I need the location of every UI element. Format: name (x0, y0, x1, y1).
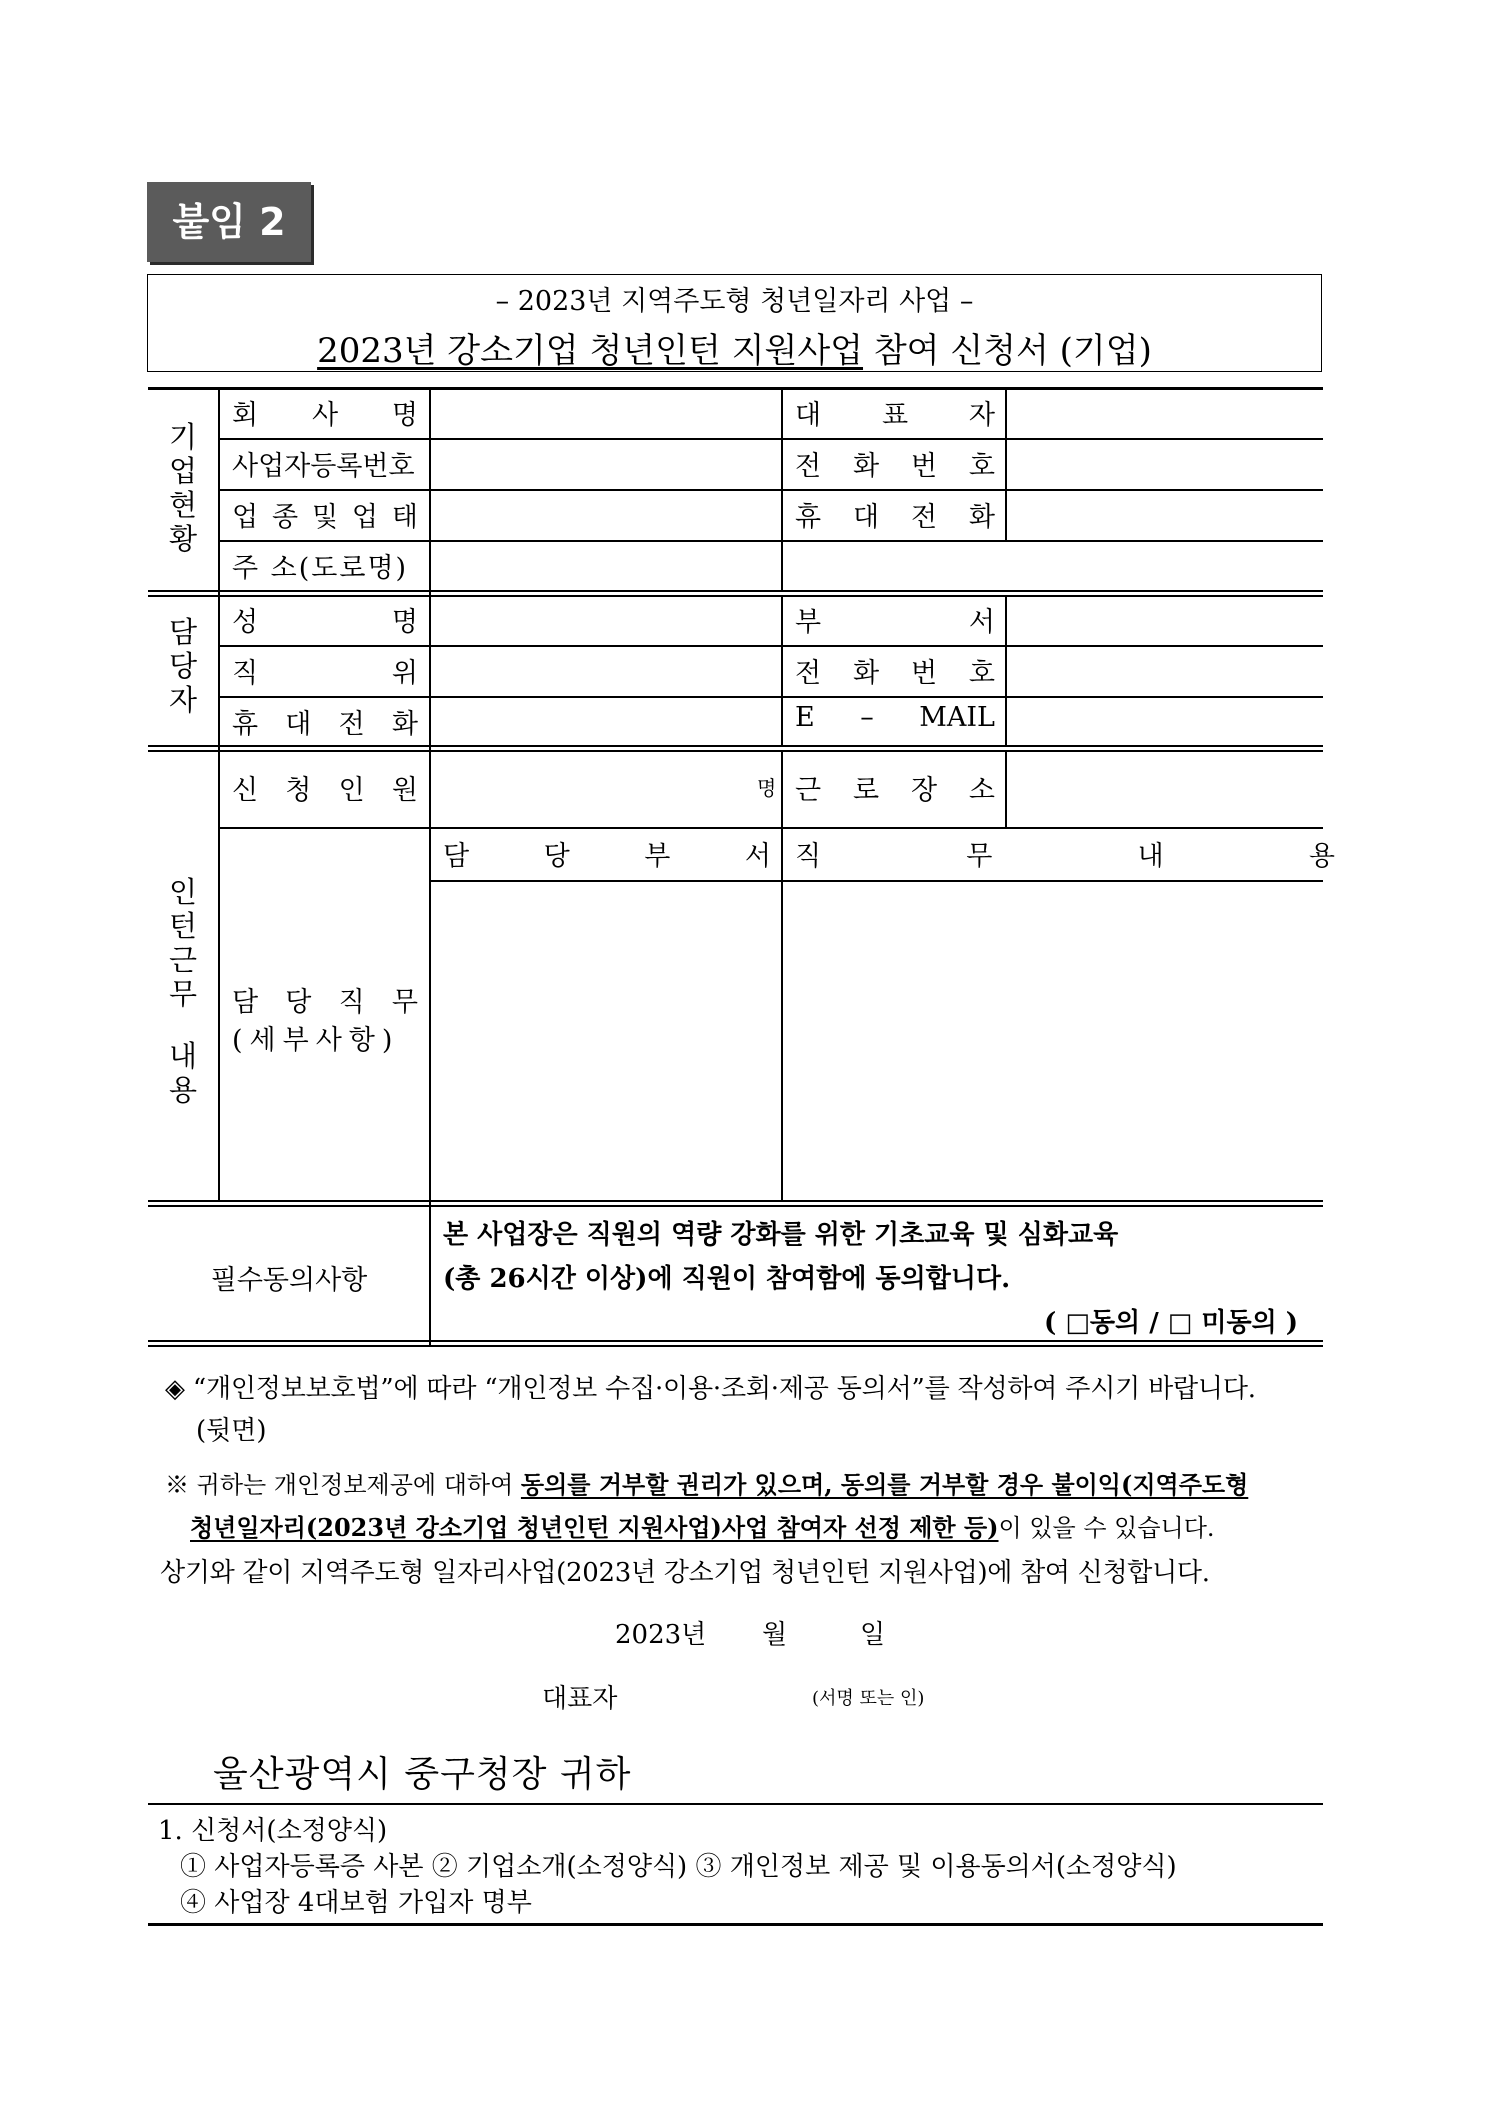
label-char: 회 (232, 400, 259, 431)
label-char: 화 (391, 709, 418, 740)
industry-label (232, 495, 418, 534)
section-char: 용 (168, 1073, 197, 1107)
company-mobile-label (795, 495, 995, 534)
label-char: 로 (852, 775, 880, 806)
business-reg-no-label: 사업자등록번호 (232, 451, 415, 482)
label-char: 화 (968, 502, 995, 533)
applicants-label (232, 768, 418, 807)
label-char: 원 (391, 775, 418, 806)
company-phone-label (795, 444, 995, 483)
label-char: 내 (1137, 841, 1164, 872)
label-char: 사 (311, 400, 339, 431)
title-box (147, 274, 1322, 372)
date-month: 월 (762, 1620, 788, 1650)
section-intern-label (148, 875, 218, 1107)
applicants-unit: 명 (757, 776, 777, 800)
label-char: 용 (1308, 841, 1335, 872)
label-char: 휴 (795, 502, 822, 533)
refuse-notice-line1 (165, 1465, 1248, 1500)
label-char: 무 (966, 841, 993, 872)
label-char: 화 (852, 451, 880, 482)
recipient: 울산광역시 중구청장 귀하 (213, 1754, 632, 1795)
manager-position-label (232, 651, 418, 690)
section-manager-label (148, 615, 218, 717)
label-char: 종 (271, 502, 299, 533)
label-char: 화 (852, 658, 880, 689)
date-year: 2023년 (615, 1620, 707, 1650)
label-char: 대 (285, 709, 312, 740)
label-char: 신 (232, 775, 259, 806)
label-char: 명 (391, 400, 418, 431)
ceo-label (795, 393, 995, 432)
workplace-label (795, 768, 995, 807)
privacy-notice: ◈ “개인정보보호법”에 따라 “개인정보 수집·이용·조회·제공 동의서”를 작성하여 주시기 바랍니다. (165, 1374, 1256, 1404)
section-char: 인 (168, 875, 197, 909)
company-name-label (232, 393, 418, 432)
section-char: 현 (168, 488, 197, 522)
label-char: 명 (391, 607, 418, 638)
label-char: 직 (338, 987, 365, 1018)
section-char: 자 (168, 683, 197, 717)
label-char: E (795, 702, 815, 733)
section-char: 담 (168, 615, 197, 649)
refuse-right: 동의를 거부할 권리가 있으며, 동의를 거부할 경우 불이익(지역주도형 (520, 1470, 1249, 1499)
label-char: – (860, 702, 874, 733)
declaration: 상기와 같이 지역주도형 일자리사업(2023년 강소기업 청년인턴 지원사업)에 참여 신청합니다. (160, 1558, 1210, 1588)
label-char: 및 (311, 502, 339, 533)
label-char: 대 (795, 400, 822, 431)
manager-dept-label (795, 600, 995, 639)
label-char: 표 (881, 400, 909, 431)
signature-hint: (서명 또는 인) (812, 1688, 925, 1709)
manager-name-label (232, 600, 418, 639)
section-char: 무 (168, 977, 197, 1011)
label-char: 자 (968, 400, 995, 431)
manager-mobile-label (232, 702, 418, 741)
attachments-items-2: ④ 사업장 4대보험 가입자 명부 (180, 1888, 532, 1918)
label-char: 인 (338, 775, 365, 806)
label-char: 부 (644, 841, 671, 872)
label-char: 서 (744, 841, 771, 872)
label-char: MAIL (919, 702, 995, 733)
label-char: 직 (232, 658, 259, 689)
label-char: 무 (391, 987, 418, 1018)
label-char: 소 (968, 775, 995, 806)
label-char: 청 (285, 775, 312, 806)
privacy-notice-back: (뒷면) (196, 1416, 267, 1446)
refuse-disadvantage: 청년일자리(2023년 강소기업 청년인턴 지원사업)사업 참여자 선정 제한 등) (190, 1513, 999, 1542)
title-line2 (148, 323, 1321, 372)
refuse-notice-line2 (190, 1508, 1215, 1543)
duty-header (795, 834, 1335, 873)
label-char: 담 (443, 841, 470, 872)
attachments-title: 1. 신청서(소정양식) (158, 1816, 388, 1846)
label-char: 부 (795, 607, 822, 638)
attachment-badge: 붙임 2 (147, 182, 311, 262)
title-line1: – 2023년 지역주도형 청년일자리 사업 – (495, 286, 974, 317)
manager-phone-label (795, 651, 995, 690)
section-char: 근 (168, 943, 197, 977)
label-char: 휴 (232, 709, 259, 740)
manager-email-label (795, 702, 995, 733)
label-char: 업 (232, 502, 259, 533)
label-char: 호 (968, 658, 995, 689)
title-program: 2023년 강소기업 청년인턴 지원사업 (317, 331, 864, 371)
label-char: 번 (910, 451, 938, 482)
duty-label-line1 (232, 980, 418, 1019)
label-char: 호 (968, 451, 995, 482)
label-char: 업 (351, 502, 378, 533)
label-char: 당 (543, 841, 570, 872)
section-char: 황 (168, 522, 197, 556)
mandatory-text-line2: (총 26시간 이상)에 직원이 참여함에 동의합니다. (443, 1264, 1011, 1294)
date-day: 일 (860, 1620, 886, 1650)
refuse-prefix: ※ 귀하는 개인정보제공에 대하여 (165, 1471, 521, 1499)
attachments-top-rule (148, 1803, 1323, 1805)
signature-label: 대표자 (542, 1684, 618, 1714)
label-char: 전 (910, 502, 938, 533)
address-label: 주 소(도로명) (232, 553, 409, 584)
label-char: 성 (232, 607, 259, 638)
section-char: 턴 (168, 909, 197, 943)
label-char: 대 (852, 502, 880, 533)
label-char: 전 (795, 451, 822, 482)
label-char: 직 (795, 841, 822, 872)
section-company-label (148, 420, 218, 556)
mandatory-text-line1: 본 사업장은 직원의 역량 강화를 위한 기초교육 및 심화교육 (443, 1220, 1119, 1250)
section-char: 업 (168, 454, 197, 488)
title-form-name: 참여 신청서 (기업) (863, 331, 1152, 371)
label-char: 위 (391, 658, 418, 689)
section-char: 당 (168, 649, 197, 683)
label-char: 전 (338, 709, 365, 740)
attachments-items-1: ① 사업자등록증 사본 ② 기업소개(소정양식) ③ 개인정보 제공 및 이용동의서(소정양식) (180, 1852, 1177, 1882)
dept-header (443, 834, 771, 873)
label-char: 번 (910, 658, 938, 689)
mandatory-label: 필수동의사항 (210, 1265, 368, 1296)
label-char: 근 (795, 775, 822, 806)
label-char: 태 (391, 502, 418, 533)
section-char: 기 (168, 420, 197, 454)
label-char: 담 (232, 987, 259, 1018)
label-char: 전 (795, 658, 822, 689)
label-char: 서 (968, 607, 995, 638)
refuse-suffix: 이 있을 수 있습니다. (998, 1514, 1215, 1542)
label-char: 장 (910, 775, 938, 806)
agreement-options[interactable]: ( □동의 / □ 미동의 ) (1044, 1308, 1299, 1338)
attachments-bottom-rule (148, 1923, 1323, 1926)
duty-label-line2: (세부사항) (232, 1025, 400, 1056)
label-char: 당 (285, 987, 312, 1018)
section-char: 내 (168, 1039, 197, 1073)
